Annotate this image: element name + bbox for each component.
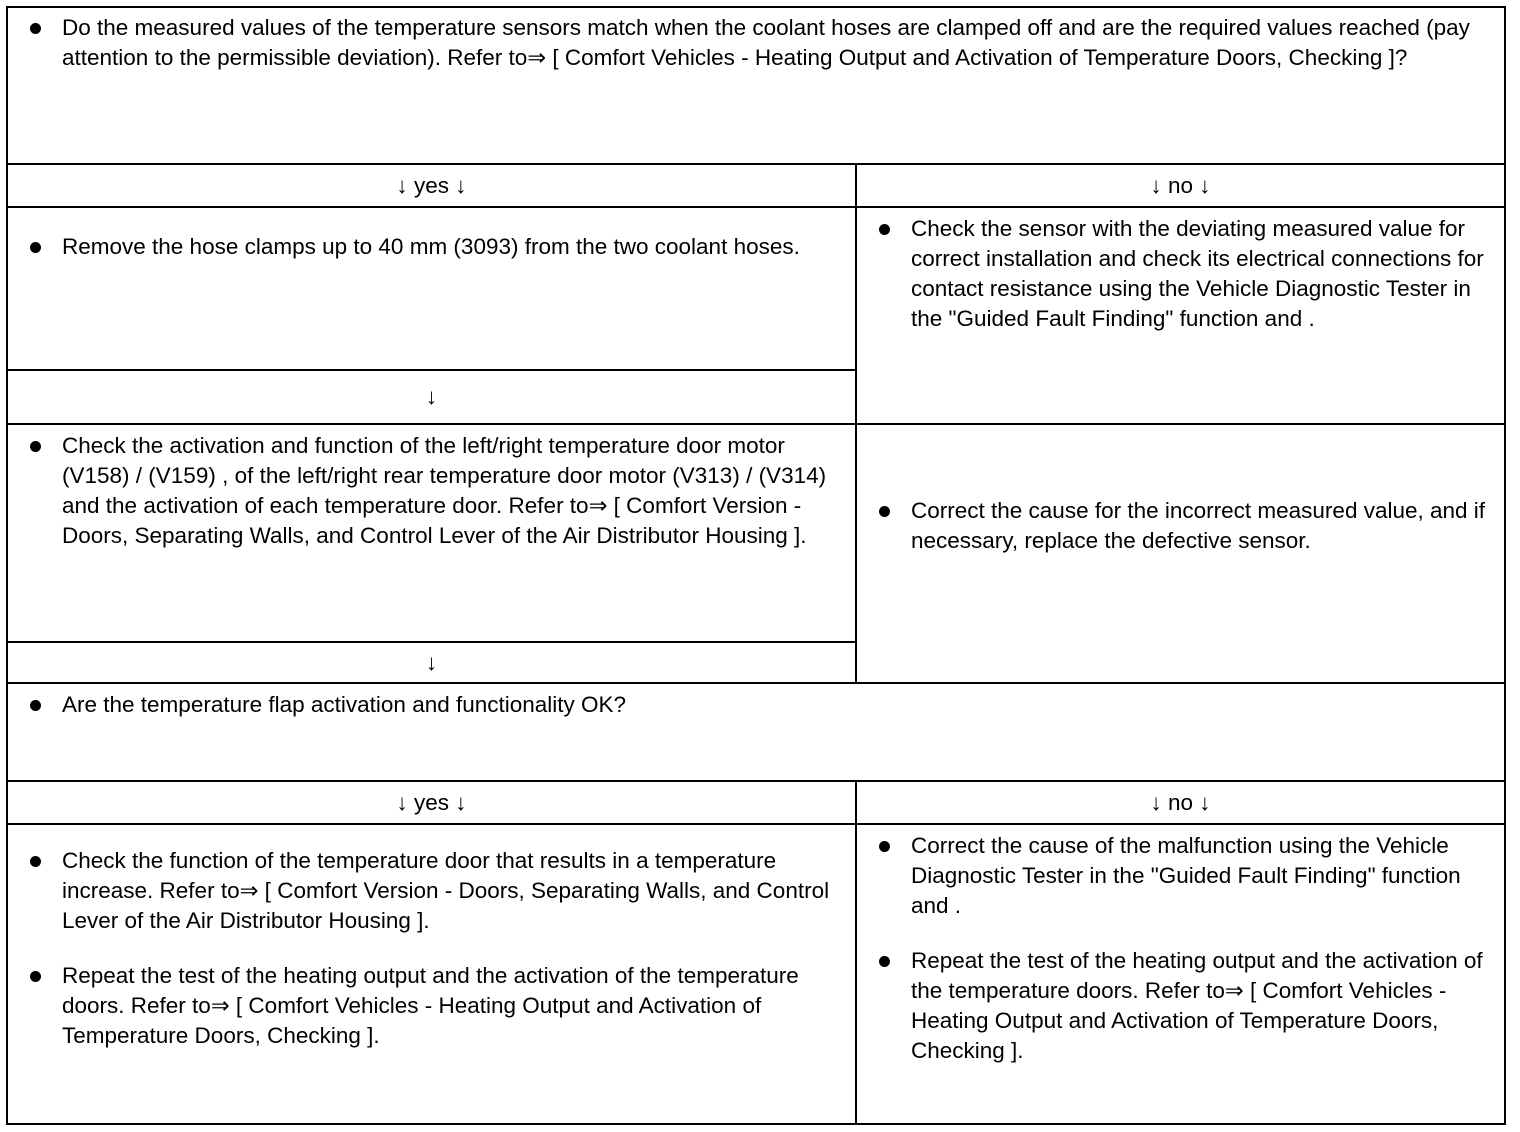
question-2 (8, 690, 1504, 720)
yes-step-2-cell (8, 425, 855, 641)
no-step-1 (857, 214, 1496, 334)
no-label: ↓ no ↓ (1150, 172, 1211, 198)
procedure-table (6, 6, 1506, 1125)
yes-step-2-text: Check the activation and function of the left/right temperature door motor (V158) / (V159) , of the left/right rear temperature door motor (V313) / (V314) and the activation of each temperature door. Refer to⇒ [ Comfort Version - Doors, Separating Walls, and Control Lever of the Air Distributor Housing ]. (62, 433, 827, 548)
yes-item-text: Repeat the test of the heating output and the activation of the temperature doors. Refer to⇒ [ Comfort Vehicles - Heating Output and Activation of Temperature Doors, Checking ]. (62, 963, 799, 1048)
question-1 (8, 13, 1504, 73)
no-step-1-text: Check the sensor with the deviating measured value for correct installation and check its electrical connections for contact resistance using the Vehicle Diagnostic Tester in the "Guided Fault Finding" function and . (911, 216, 1484, 331)
no-item (857, 831, 1496, 921)
yes-label: ↓ yes ↓ (396, 172, 467, 198)
yes-item (8, 846, 851, 936)
no-items-2-cell (857, 825, 1504, 1125)
bullet-icon (30, 856, 41, 867)
no-label: ↓ no ↓ (1150, 789, 1211, 815)
bullet-icon (30, 23, 41, 34)
down-arrow-icon: ↓ (425, 384, 438, 409)
no-step-2-cell (857, 425, 1504, 682)
no-header-2 (857, 782, 1504, 823)
no-step-1-cell (857, 208, 1504, 423)
arrow-2-cell (8, 643, 855, 682)
no-item (857, 946, 1496, 1066)
yes-header-1 (8, 165, 855, 206)
question-1-text: Do the measured values of the temperature sensors match when the coolant hoses are clamped off and are the required values reached (pay attention to the permissible deviation). Refer to⇒ [ Comfort Vehicles - Heating Output and Activation of Temperature Doors, Checking ]? (62, 15, 1470, 70)
no-item-text: Repeat the test of the heating output and the activation of the temperature doors. Refer to⇒ [ Comfort Vehicles - Heating Output and Activation of Temperature Doors, Checking ]. (911, 948, 1483, 1063)
arrow-1-cell (8, 371, 855, 423)
yes-step-1-cell (8, 208, 855, 369)
question-2-text: Are the temperature flap activation and functionality OK? (62, 692, 627, 717)
bullet-icon (30, 700, 41, 711)
no-step-2 (857, 496, 1496, 556)
no-step-2-text: Correct the cause for the incorrect measured value, and if necessary, replace the defective sensor. (911, 498, 1486, 553)
bullet-icon (879, 841, 890, 852)
down-arrow-icon: ↓ (425, 649, 438, 675)
bullet-icon (30, 242, 41, 253)
yes-step-1-text: Remove the hose clamps up to 40 mm (3093) from the two coolant hoses. (62, 234, 800, 259)
yes-step-2 (8, 431, 851, 551)
yes-items-2-cell (8, 825, 855, 1125)
yes-step-1 (8, 232, 845, 262)
bullet-icon (30, 441, 41, 452)
bullet-icon (879, 224, 890, 235)
bullet-icon (879, 506, 890, 517)
bullet-icon (30, 971, 41, 982)
yes-item-text: Check the function of the temperature door that results in a temperature increase. Refer to⇒ [ Comfort Version - Doors, Separating Walls, and Control Lever of the Air Distributor Housing ]. (62, 848, 830, 933)
question-1-cell (8, 8, 1504, 163)
yes-header-2 (8, 782, 855, 823)
no-header-1 (857, 165, 1504, 206)
no-item-text: Correct the cause of the malfunction using the Vehicle Diagnostic Tester in the "Guided Fault Finding" function and . (911, 833, 1461, 918)
question-2-cell (8, 684, 1504, 780)
bullet-icon (879, 956, 890, 967)
yes-item (8, 961, 851, 1051)
yes-label: ↓ yes ↓ (396, 789, 467, 815)
